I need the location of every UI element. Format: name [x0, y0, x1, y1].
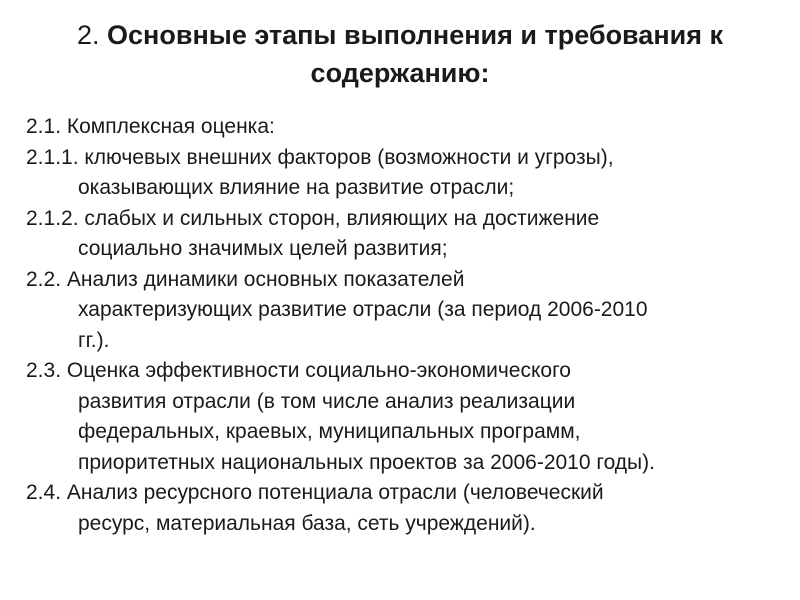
list-item-line: федеральных, краевых, муниципальных программ, — [78, 420, 581, 443]
list-item-line: 2.2. Анализ динамики основных показателей — [26, 267, 465, 291]
list-item-line: 2.1.1. ключевых внешних факторов (возможности и угрозы), — [26, 145, 614, 169]
title-text: Основные этапы выполнения и требования к содержанию: — [107, 20, 723, 88]
title-number: 2. — [76, 20, 100, 50]
list-item-2-1-1 — [26, 143, 766, 204]
list-item-line: приоритетных национальных проектов за 2006-2010 годы). — [78, 450, 655, 474]
list-item-line: ресурс, материальная база, сеть учреждений). — [78, 511, 536, 535]
list-item-line: оказывающих влияние на развитие отрасли; — [78, 176, 515, 199]
list-item-line: социально значимых целей развития; — [78, 237, 448, 260]
list-item-2-1-2 — [26, 204, 766, 265]
list-item-line: развития отрасли (в том числе анализ реализации — [78, 389, 576, 413]
list-item-line: 2.1.2. слабых и сильных сторон, влияющих на достижение — [26, 206, 600, 230]
list-item-line: 2.3. Оценка эффективности социально-экономического — [26, 359, 571, 382]
list-item-line: характеризующих развитие отрасли (за период 2006-2010 — [78, 298, 648, 321]
list-item-2-3 — [26, 356, 766, 478]
list-item-line: 2.1. Комплексная оценка: — [26, 115, 275, 138]
list-item-2-1 — [26, 112, 766, 143]
list-item-2-2 — [26, 265, 766, 357]
list-item-line: гг.). — [78, 328, 110, 352]
list-item-2-4 — [26, 478, 766, 539]
content-list — [26, 112, 766, 539]
list-item-line: 2.4. Анализ ресурсного потенциала отрасли (человеческий — [26, 481, 604, 504]
slide-title — [40, 16, 760, 92]
